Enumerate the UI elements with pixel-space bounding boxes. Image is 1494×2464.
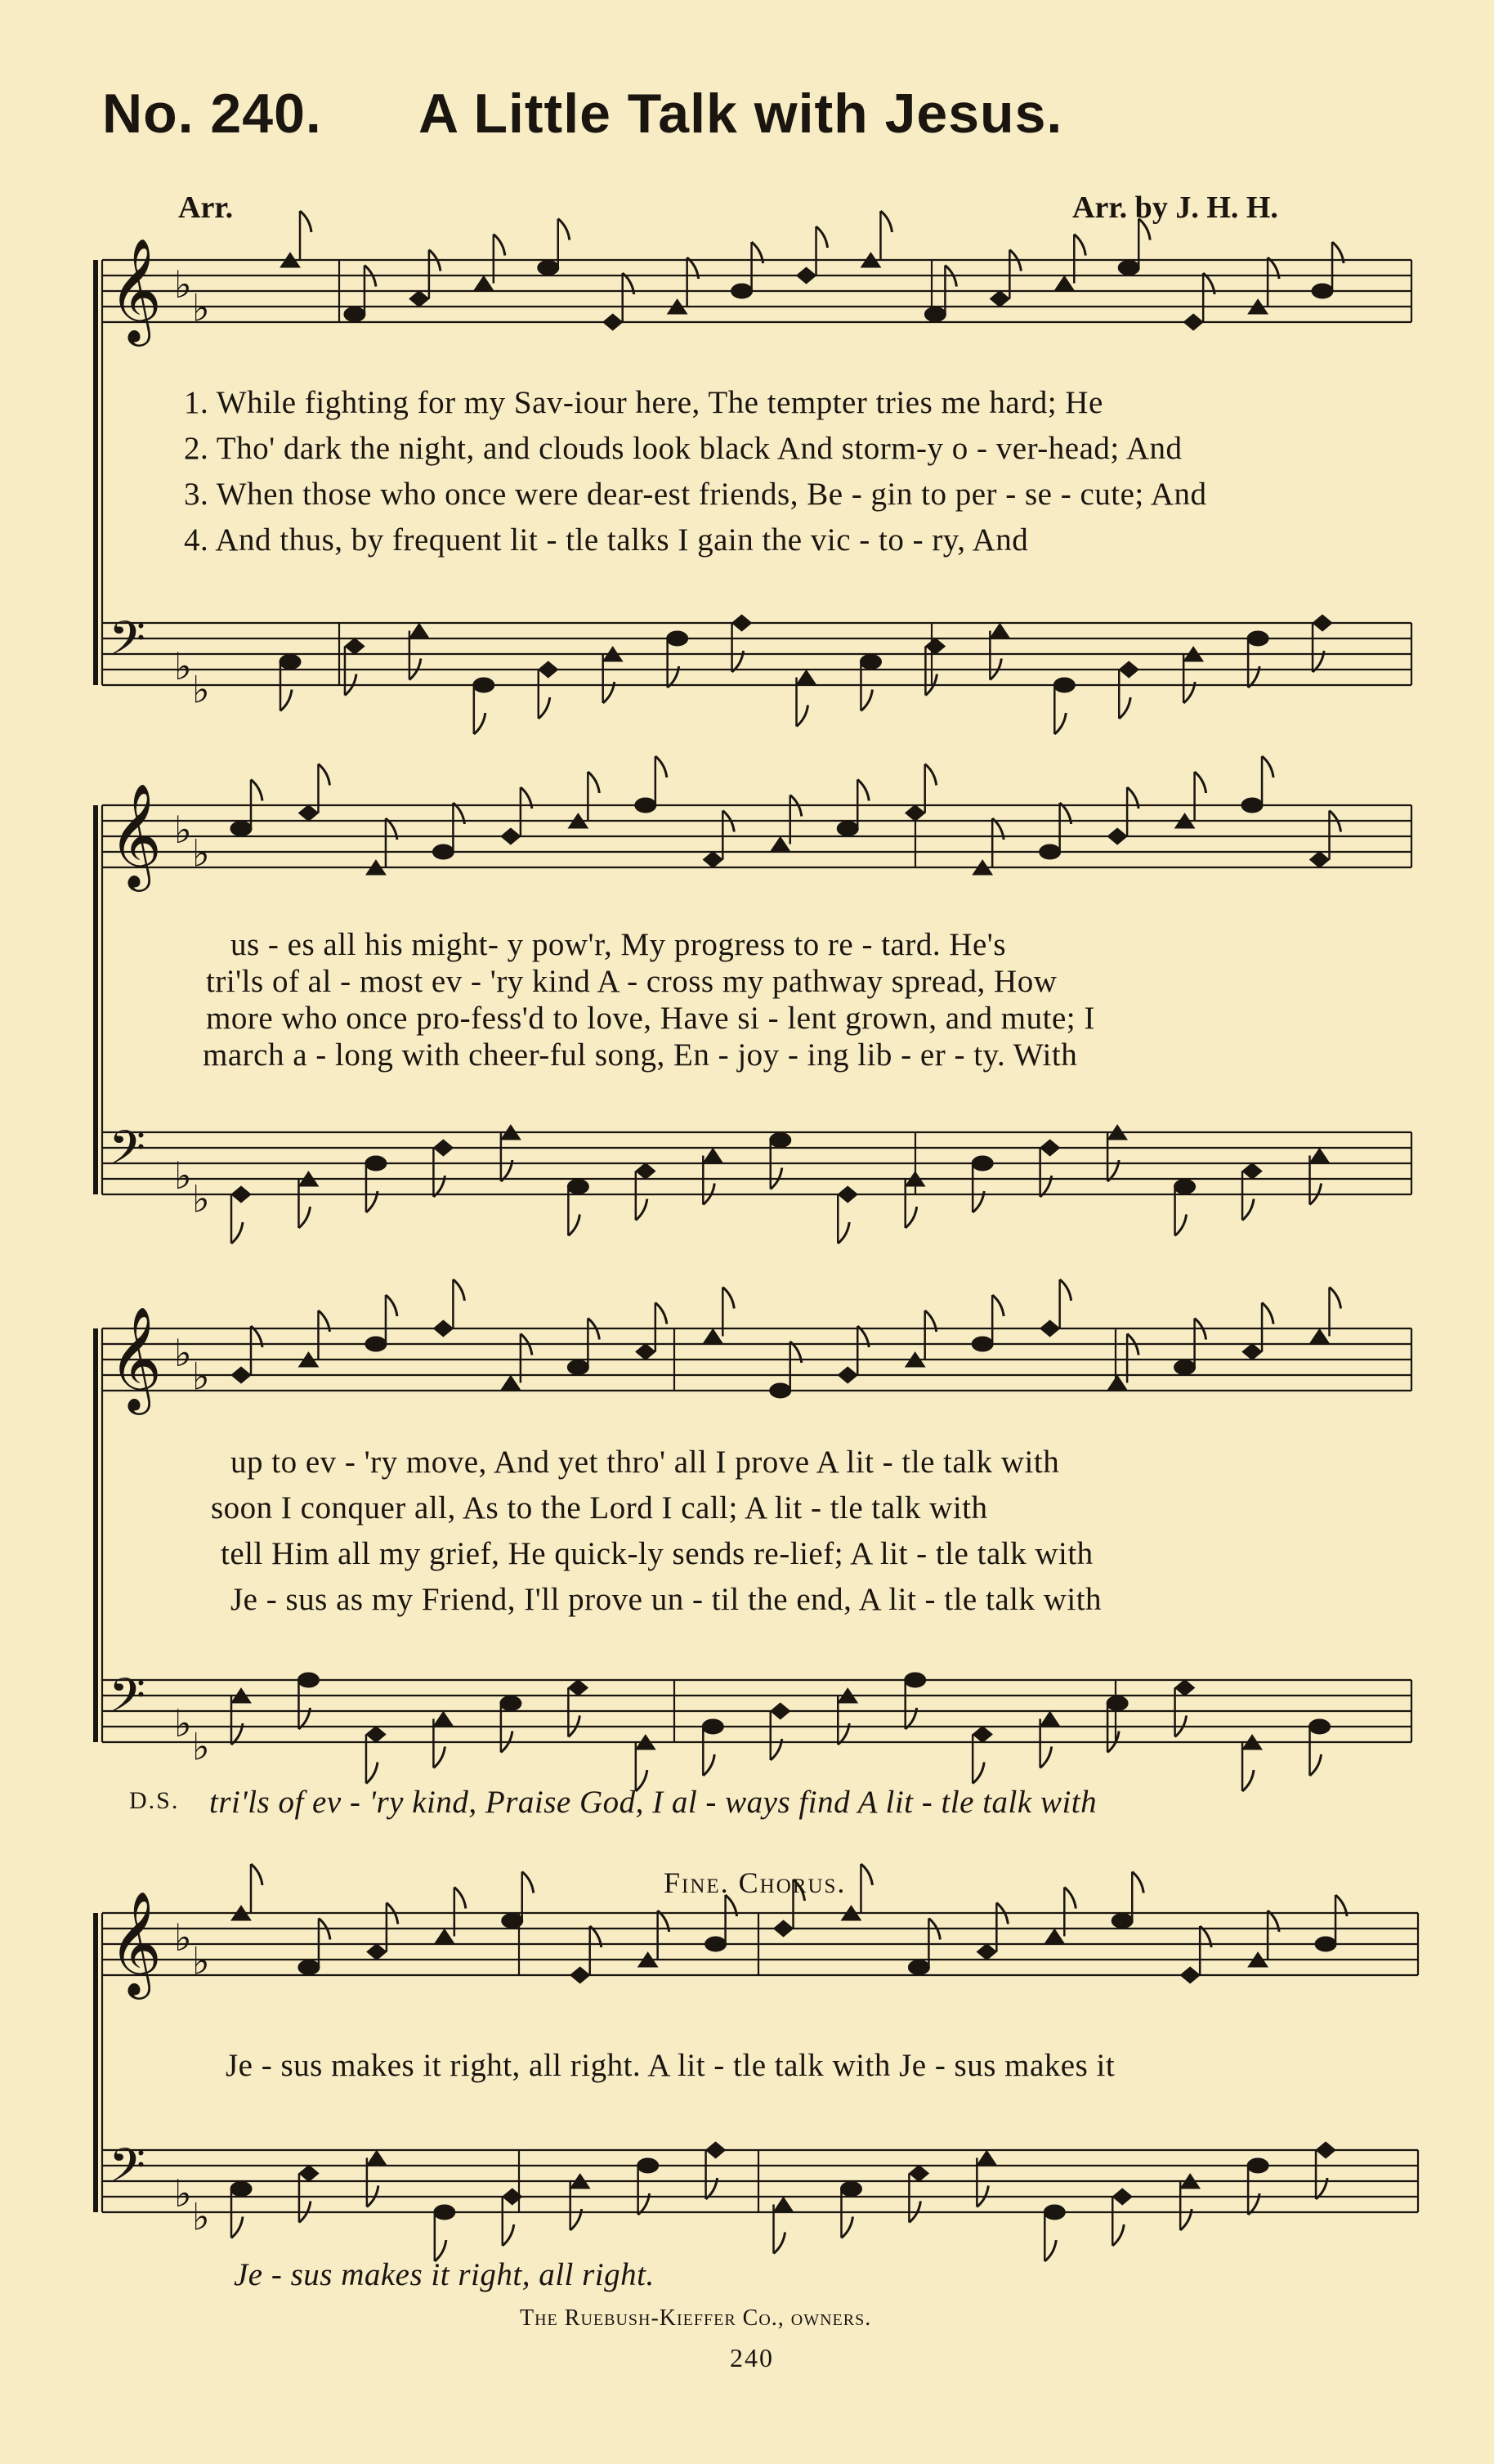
note-head: [1313, 615, 1332, 631]
note-head: [502, 1914, 523, 1929]
flat-sign-icon: ♭: [192, 831, 210, 876]
note-head: [924, 307, 946, 322]
note-head: [840, 2182, 861, 2197]
note-head: [345, 638, 365, 655]
system3-verse3: tell Him all my grief, He quick-ly sends re-lief; A lit - tle talk with: [221, 1536, 1094, 1571]
note-head: [567, 1180, 588, 1194]
system1-verse1: 1. While fighting for my Sav-iour here, The tempter tries me hard; He: [184, 385, 1103, 420]
note-head: [838, 1186, 857, 1203]
note-flag: [861, 1864, 872, 1885]
ds-label: D.S.: [129, 1787, 180, 1814]
flat-sign-icon: ♭: [174, 808, 192, 852]
note-flag: [816, 226, 828, 248]
note-head: [230, 822, 252, 836]
note-head: [501, 828, 521, 844]
system2-verse4: march a - long with cheer-ful song, En - joy - ing lib - er - ty. With: [203, 1037, 1078, 1073]
note-head: [908, 1960, 929, 1975]
note-head: [367, 2151, 387, 2166]
note-head: [474, 276, 494, 291]
note-head: [409, 291, 429, 307]
system3-verse1: up to ev - 'ry move, And yet thro' all I prove A lit - tle talk with: [230, 1445, 1060, 1480]
ds-lyric-line: tri'ls of ev - 'ry kind, Praise God, I al - ways find A lit - tle talk with: [209, 1785, 1098, 1820]
note-flag: [1040, 1747, 1052, 1768]
arranger-label: Arr.: [178, 190, 234, 225]
note-head: [837, 822, 858, 836]
note-head: [1107, 1696, 1128, 1711]
note-flag: [1242, 1199, 1254, 1221]
note-flag: [722, 1288, 734, 1309]
flat-sign-icon: ♭: [174, 1154, 192, 1198]
note-head: [500, 1696, 521, 1711]
bass-clef-icon: 𝄢: [109, 2138, 146, 2205]
note-flag: [861, 690, 872, 711]
note-head: [433, 1712, 453, 1727]
flat-sign-icon: ♭: [192, 1938, 210, 1983]
note-flag: [280, 690, 292, 711]
flat-sign-icon: ♭: [174, 1331, 192, 1375]
system3-verse2: soon I conquer all, As to the Lord I call; A lit - tle talk with: [211, 1490, 988, 1525]
note-head: [731, 284, 753, 298]
note-head: [925, 638, 945, 655]
note-head: [570, 1967, 590, 1983]
flat-sign-icon: ♭: [192, 2194, 210, 2239]
flat-sign-icon: ♭: [174, 1701, 192, 1745]
note-head: [1040, 1320, 1060, 1337]
note-flag: [880, 211, 892, 232]
note-flag: [386, 1295, 397, 1316]
note-flag: [1330, 1288, 1341, 1309]
note-head: [1183, 314, 1203, 330]
note-flag: [797, 706, 808, 727]
note-head: [1107, 1376, 1127, 1391]
note-head: [1309, 1719, 1331, 1734]
note-head: [567, 1360, 588, 1375]
note-head: [1107, 828, 1127, 844]
note-flag: [857, 780, 869, 801]
note-head: [1180, 1967, 1200, 1983]
note-head: [230, 2182, 252, 2197]
note-flag: [1132, 1872, 1143, 1893]
note-head: [797, 670, 816, 685]
note-flag: [1112, 2224, 1124, 2246]
note-head: [774, 2197, 794, 2212]
note-flag: [1195, 772, 1206, 793]
note-head: [538, 261, 559, 276]
note-flag: [1262, 756, 1273, 777]
note-flag: [925, 764, 937, 786]
note-flag: [454, 1888, 466, 1909]
note-head: [432, 844, 454, 859]
note-head: [1316, 2142, 1335, 2158]
fine-chorus-label: Fine. Chorus.: [664, 1866, 847, 1899]
note-head: [972, 1337, 993, 1351]
note-head: [1310, 1149, 1330, 1163]
note-flag: [588, 772, 599, 793]
note-head: [703, 852, 722, 868]
note-head: [568, 1680, 588, 1696]
arranger-credit: Arr. by J. H. H.: [1072, 190, 1278, 225]
note-head: [972, 1156, 993, 1171]
note-head: [1174, 1180, 1196, 1194]
note-flag: [906, 1207, 917, 1228]
note-flag: [703, 1754, 714, 1776]
note-head: [797, 267, 816, 284]
note-head: [299, 2166, 319, 2182]
system1-verse3: 3. When those who once were dear-est friends, Be - gin to per - se - cute; And: [184, 477, 1207, 512]
bass-clef-icon: 𝄢: [109, 611, 146, 678]
note-flag: [474, 713, 485, 734]
flat-sign-icon: ♭: [192, 285, 210, 330]
note-head: [501, 1376, 521, 1391]
note-flag: [1044, 2240, 1056, 2261]
note-head: [1044, 2205, 1065, 2220]
note-head: [280, 655, 301, 670]
treble-clef-icon: 𝄞: [109, 782, 163, 887]
note-flag: [231, 1222, 243, 1243]
note-head: [1040, 1712, 1060, 1727]
note-flag: [838, 1222, 849, 1243]
note-head: [298, 805, 318, 822]
note-head: [770, 1383, 791, 1398]
flat-sign-icon: ♭: [192, 1176, 210, 1221]
note-head: [977, 1944, 996, 1960]
system2-verse1: us - es all his might- y pow'r, My progress to re - tard. He's: [230, 927, 1007, 962]
note-head: [1175, 1680, 1195, 1696]
note-head: [905, 1673, 926, 1687]
note-flag: [1119, 697, 1130, 719]
chorus-bass-lyric: Je - sus makes it right, all right.: [234, 2257, 655, 2292]
system2-verse2: tri'ls of al - most ev - 'ry kind A - cross my pathway spread, How: [206, 964, 1058, 999]
flat-sign-icon: ♭: [192, 667, 210, 712]
note-head: [977, 2151, 996, 2166]
note-head: [1119, 661, 1138, 678]
note-flag: [841, 2217, 852, 2238]
chorus-lyric-line: Je - sus makes it right, all right. A lit - tle talk with Je - sus makes it: [226, 2048, 1116, 2083]
note-head: [1242, 1344, 1262, 1360]
note-head: [1312, 284, 1333, 298]
note-head: [771, 1703, 790, 1719]
note-flag: [992, 1295, 1004, 1316]
note-head: [1112, 2188, 1132, 2205]
note-head: [603, 314, 623, 330]
system1-verse2: 2. Tho' dark the night, and clouds look black And storm-y o - ver-head; And: [184, 431, 1183, 466]
note-head: [539, 661, 558, 678]
treble-clef-icon: 𝄞: [109, 237, 163, 342]
note-flag: [1310, 1754, 1322, 1776]
note-flag: [1175, 1215, 1187, 1236]
note-head: [344, 307, 365, 322]
note-flag: [366, 1763, 378, 1784]
note-head: [366, 1727, 386, 1743]
note-head: [771, 837, 790, 852]
note-head: [1118, 261, 1139, 276]
note-head: [1054, 276, 1074, 291]
note-head: [231, 1367, 251, 1383]
note-head: [705, 1937, 727, 1951]
note-head: [706, 2142, 726, 2158]
note-head: [635, 798, 656, 813]
note-head: [365, 1156, 387, 1171]
note-flag: [522, 1872, 534, 1893]
flat-sign-icon: ♭: [174, 644, 192, 688]
note-flag: [231, 2217, 243, 2238]
note-flag: [453, 1279, 464, 1301]
note-head: [435, 1929, 454, 1944]
note-head: [365, 1337, 387, 1351]
flat-sign-icon: ♭: [174, 1915, 192, 1960]
note-head: [770, 1133, 791, 1148]
note-head: [367, 1944, 387, 1960]
note-flag: [300, 211, 311, 232]
note-flag: [251, 1864, 262, 1885]
treble-clef-icon: 𝄞: [109, 1306, 163, 1410]
note-head: [298, 1960, 320, 1975]
note-flag: [251, 780, 262, 801]
note-head: [703, 1329, 722, 1344]
note-head: [1315, 1937, 1336, 1951]
note-head: [774, 1920, 794, 1937]
note-flag: [1054, 713, 1066, 734]
note-flag: [318, 764, 329, 786]
system3-verse4: Je - sus as my Friend, I'll prove un - til the end, A lit - tle talk with: [230, 1582, 1103, 1617]
page-number: 240: [730, 2343, 774, 2372]
note-flag: [503, 2224, 514, 2246]
note-head: [702, 1719, 723, 1734]
hymn-number: No. 240.: [102, 83, 322, 145]
note-head: [231, 1186, 251, 1203]
note-head: [1040, 844, 1061, 859]
note-head: [732, 615, 752, 631]
note-head: [1241, 798, 1263, 813]
note-flag: [433, 1747, 445, 1768]
note-flag: [774, 2233, 785, 2254]
bass-clef-icon: 𝄢: [109, 1668, 146, 1735]
note-flag: [1064, 1888, 1076, 1909]
note-head: [1310, 1329, 1330, 1344]
note-head: [1310, 852, 1330, 868]
note-flag: [1138, 219, 1150, 240]
flat-sign-icon: ♭: [174, 2171, 192, 2215]
note-flag: [558, 219, 570, 240]
note-head: [990, 624, 1009, 638]
note-head: [990, 291, 1009, 307]
note-head: [433, 1140, 453, 1156]
note-head: [906, 805, 925, 822]
bass-clef-icon: 𝄢: [109, 1120, 146, 1187]
note-head: [909, 2166, 928, 2182]
hymn-title: A Little Talk with Jesus.: [418, 83, 1063, 145]
note-head: [636, 1163, 655, 1180]
note-flag: [1242, 1770, 1254, 1791]
note-flag: [494, 235, 505, 256]
note-head: [1112, 1914, 1133, 1929]
flat-sign-icon: ♭: [174, 262, 192, 307]
note-head: [1040, 1140, 1060, 1156]
treble-clef-icon: 𝄞: [109, 1890, 163, 1995]
note-head: [838, 1367, 857, 1383]
note-flag: [973, 1763, 984, 1784]
note-head: [1242, 1163, 1262, 1180]
flat-sign-icon: ♭: [192, 1724, 210, 1769]
note-flag: [298, 1207, 310, 1228]
note-head: [473, 678, 494, 692]
note-flag: [568, 1215, 579, 1236]
note-head: [409, 624, 429, 638]
publisher-credit: The Ruebush-Kieffer Co., owners.: [520, 2305, 872, 2331]
note-head: [434, 2205, 455, 2220]
note-head: [1247, 631, 1268, 646]
note-head: [1044, 1929, 1064, 1944]
note-head: [1174, 1360, 1196, 1375]
flat-sign-icon: ♭: [192, 1354, 210, 1399]
note-head: [1053, 678, 1075, 692]
note-head: [860, 655, 881, 670]
note-head: [637, 2158, 659, 2173]
note-flag: [636, 1199, 647, 1221]
note-head: [636, 1344, 655, 1360]
note-head: [1247, 2158, 1268, 2173]
note-flag: [539, 697, 550, 719]
system2-verse3: more who once pro-fess'd to love, Have si - lent grown, and mute; I: [206, 1001, 1095, 1036]
note-flag: [1074, 235, 1085, 256]
note-flag: [655, 1303, 667, 1324]
note-head: [433, 1320, 453, 1337]
note-flag: [1060, 1279, 1071, 1301]
note-head: [703, 1149, 722, 1163]
note-flag: [655, 756, 667, 777]
system1-verse4: 4. And thus, by frequent lit - tle talks I gain the vic - to - ry, And: [184, 522, 1029, 558]
note-head: [973, 1727, 992, 1743]
note-flag: [1262, 1303, 1273, 1324]
note-head: [667, 631, 688, 646]
note-head: [297, 1673, 319, 1687]
